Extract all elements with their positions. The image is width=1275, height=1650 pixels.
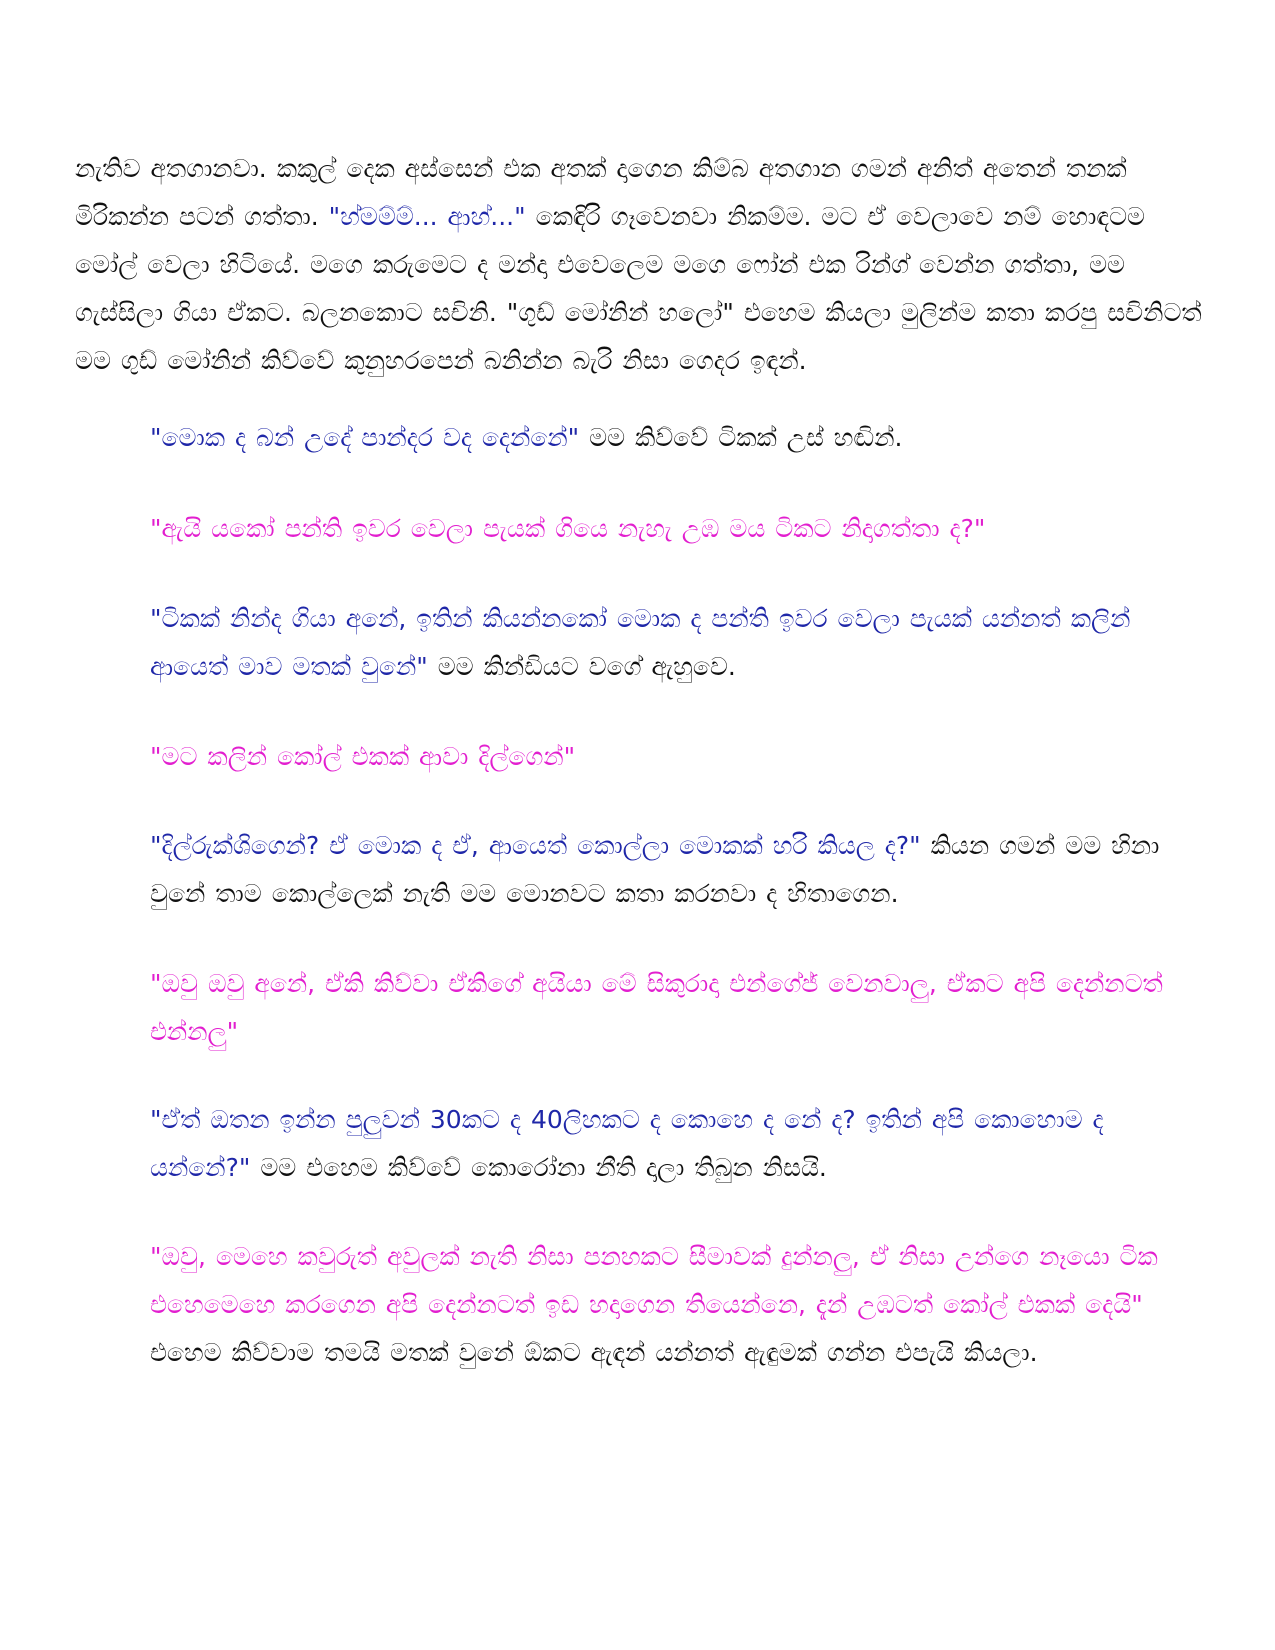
paragraph-text: මම එහෙම කිව්වේ කොරෝනා නීති දාලා තිබුන නිසයි. [250, 1153, 827, 1182]
paragraph-text: කියන ගමන් මම හිනා වුනේ තාම කොල්ලෙක් නැති මම මොනවට කතා කරනවා ද හිතාගෙන. [150, 831, 1160, 908]
paragraph-text: එහෙම කිව්වාම තමයි මතක් වුනේ ඕකට ඇඳන් යන්නත් ඇඳුමක් ගන්න එපැයි කියලා. [150, 1338, 1038, 1367]
paragraph-text: මම කිව්වේ ටිකක් උස් හඬින්. [579, 423, 903, 452]
dialogue-quote: "ඔවු, මෙහෙ කවුරුත් අවුලක් නැති නිසා පනහකට සීමාවක් දුන්නලු, ඒ නිසා උන්ගෙ නෑයො ටික එහෙමෙහෙ කරගෙන අපි දෙන්නටත් ඉඩ හදාගෙන තියෙන්නෙ, දැන් උඹටත් කෝල් එකක් දෙයි" [150, 1242, 1158, 1319]
dialogue-paragraph-6 [150, 960, 1210, 1056]
dialogue-quote: "ඒත් ඔතන ඉන්න පුලුවන් 30කට ද 40ලිහකට ද කොහෙ ද නේ ද? ඉතින් අපි කොහොම ද යන්නේ?" [150, 1105, 1104, 1182]
dialogue-quote: "ටිකක් නින්ද ගියා අනේ, ඉතින් කියන්නකෝ මොක ද පන්ති ඉවර වෙලා පැයක් යන්නත් කලින් ආයෙත් මාව මතක් වුනේ" [150, 604, 1131, 681]
dialogue-quote: "ඇයි යකෝ පන්ති ඉවර වෙලා පැයක් ගියෙ නැහැ උඹ මය ටිකට නිදාගත්තා ද?" [150, 514, 986, 543]
dialogue-paragraph-5 [150, 822, 1210, 918]
dialogue-paragraph-7 [150, 1096, 1210, 1192]
dialogue-quote: "මොක ද බන් උදේ පාන්දර වද දෙන්නේ" [150, 423, 580, 452]
dialogue-paragraph-3 [150, 595, 1210, 691]
dialogue-quote: "ඔවු ඔවු අනේ, ඒකි කිව්වා ඒකිගේ අයියා මේ සිකුරාදා එන්ගේජ් වෙනවාලු, ඒකට අපි දෙන්නටත් එන්නලු" [150, 969, 1163, 1046]
paragraph-intro [75, 145, 1205, 385]
dialogue-quote: "දිල්රුක්ශිගෙන්? ඒ මොක ද ඒ, ආයෙත් කොල්ලා මොකක් හරි කියල ද?" [150, 831, 921, 860]
dialogue-paragraph-8 [150, 1233, 1210, 1377]
paragraph-text: නැතිව අතගානවා. කකුල් දෙක අස්සෙන් එක අතක් දාගෙන කිම්බ අතගාන ගමන් අනිත් අතෙන් තනක් මිරිකන්න පටන් ගත්තා. [75, 154, 1127, 231]
dialogue-quote: "මට කලින් කෝල් එකක් ආවා දිල්ගෙන්" [150, 742, 576, 771]
paragraph-text: මම කින්ඩියට වගේ ඇහුවෙ. [427, 652, 736, 681]
dialogue-paragraph-1 [150, 414, 1210, 462]
dialogue-quote: "හ්මම්ම්... ආහ්..." [328, 202, 526, 231]
paragraph-text: කෙඳිරි ගෑවෙනවා නිකම්ම. මට ඒ වෙලාවෙ නම් හොඳටම මෝල් වෙලා හිටියේ. මගෙ කරුමෙට ද මන්දා එවෙලෙම මගෙ ෆෝන් එක රින්ග් වෙන්න ගත්තා, මම ගැස්සිලා ගියා ඒකට. බලනකොට සචිනි. "ගුඩ් මෝනින් හලෝ" එහෙම කියලා මුලින්ම කතා කරපු සචිනිටත් මම ගුඩ් මෝනින් කිව්වේ කුනුහරපෙන් බනින්න බැරි නිසා ගෙදර ඉඳන්. [75, 202, 1202, 375]
dialogue-paragraph-4 [150, 733, 1210, 781]
dialogue-paragraph-2 [150, 505, 1210, 553]
